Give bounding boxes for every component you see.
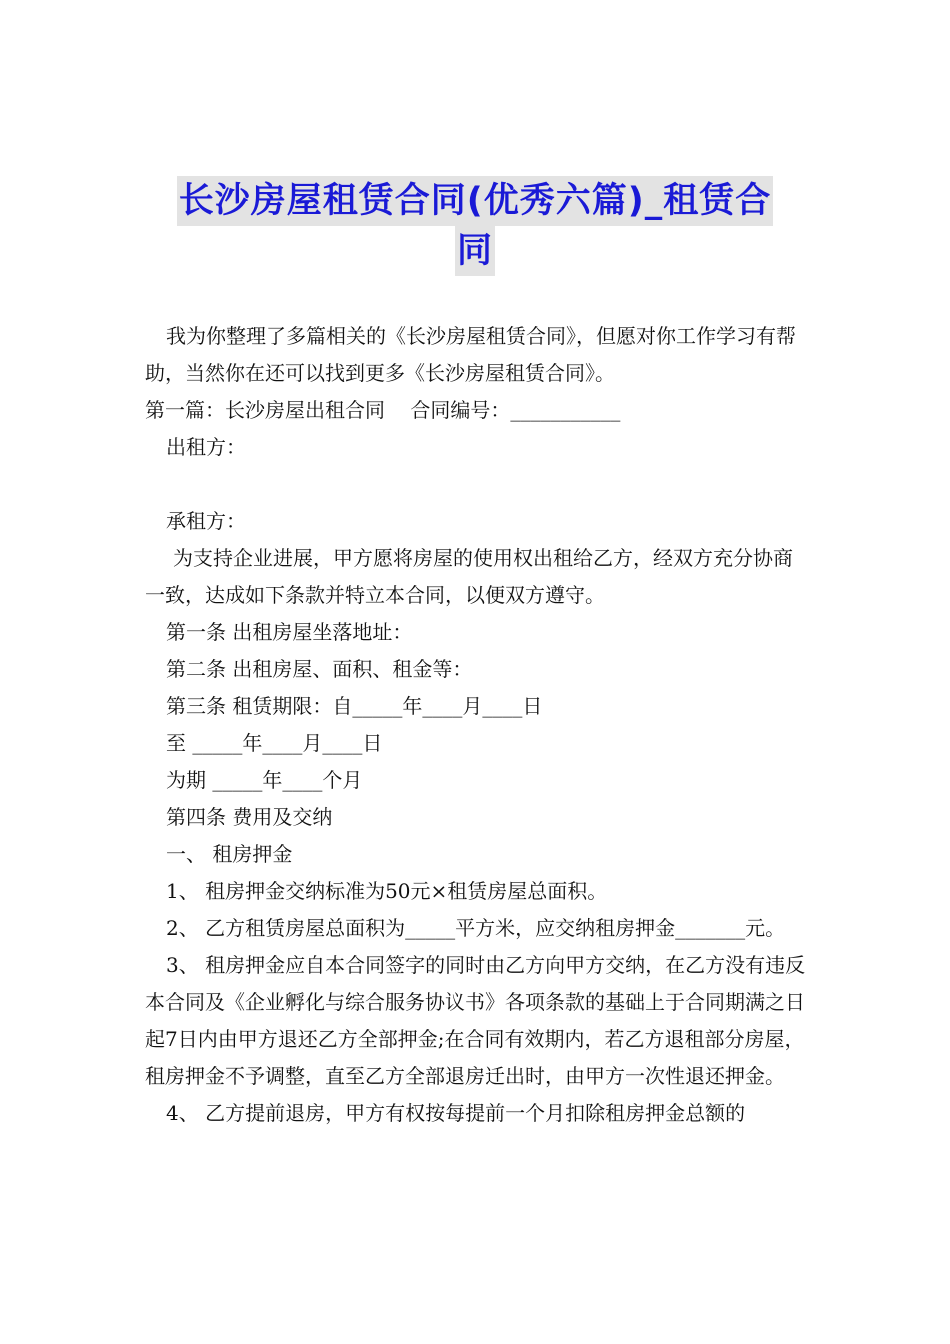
section-deposit: 一、 租房押金 bbox=[166, 842, 293, 866]
item-1: 1、 租房押金交纳标准为50元×租赁房屋总面积。 bbox=[166, 879, 608, 903]
article-1: 第一条 出租房屋坐落地址： bbox=[166, 620, 413, 644]
chapter-heading: 第一篇：长沙房屋出租合同 合同编号：___________ bbox=[145, 398, 621, 422]
article-2: 第二条 出租房屋、面积、租金等： bbox=[166, 657, 473, 681]
intro-paragraph: 我为你整理了多篇相关的《长沙房屋租赁合同》，但愿对你工作学习有帮助，当然你在还可以找到更多《长沙房屋租赁合同》。 bbox=[145, 324, 796, 385]
article-4: 第四条 费用及交纳 bbox=[166, 805, 333, 829]
item-2: 2、 乙方租赁房屋总面积为_____平方米，应交纳租房押金_______元。 bbox=[166, 916, 786, 940]
article-3-end-date: 至 _____年____月____日 bbox=[166, 731, 383, 755]
item-4: 4、 乙方提前退房，甲方有权按每提前一个月扣除租房押金总额的 bbox=[166, 1101, 746, 1125]
item-3: 3、 租房押金应自本合同签字的同时由乙方向甲方交纳，在乙方没有违反本合同及《企业孵化与综合服务协议书》各项条款的基础上于合同期满之日起7日内由甲方退还乙方全部押金;在合同有效期内，若乙方退租部分房屋，租房押金不予调整，直至乙方全部退房迁出时，由甲方一次性退还押金。 bbox=[145, 953, 806, 1088]
purpose-paragraph: 为支持企业进展，甲方愿将房屋的使用权出租给乙方，经双方充分协商一致，达成如下条款并特立本合同，以便双方遵守。 bbox=[145, 546, 793, 607]
lessor-label: 出租方： bbox=[166, 435, 246, 459]
title-line-2: 同 bbox=[455, 226, 495, 276]
document-title bbox=[0, 176, 950, 276]
lessee-label: 承租方： bbox=[166, 509, 246, 533]
blank-line bbox=[145, 466, 810, 503]
document-body bbox=[145, 318, 810, 1132]
article-3: 第三条 租赁期限：自_____年____月____日 bbox=[166, 694, 543, 718]
title-line-1: 长沙房屋租赁合同(优秀六篇)_租赁合 bbox=[177, 176, 774, 226]
article-3-period: 为期 _____年____个月 bbox=[166, 768, 363, 792]
